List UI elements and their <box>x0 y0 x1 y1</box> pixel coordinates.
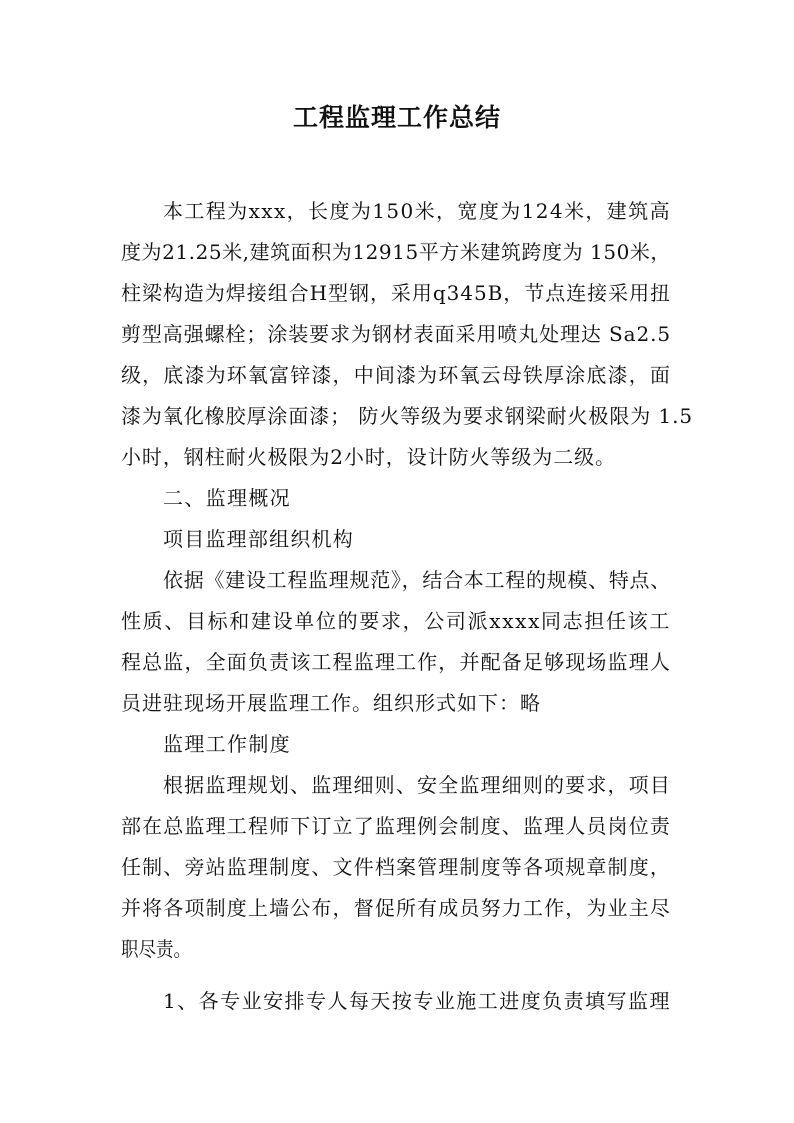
body-line <box>0 236 794 268</box>
body-line <box>0 892 794 924</box>
line-text: 度为21.25米,建筑面积为12915平方米建筑跨度为 150米， <box>121 240 671 264</box>
line-text: 1、各专业安排专人每天按专业施工进度负责填写监理 <box>163 989 671 1013</box>
line-text: 任制、旁站监理制度、文件档案管理制度等各项规章制度， <box>121 855 671 879</box>
body-line <box>0 646 794 678</box>
line-text: 职尽责。 <box>121 937 191 961</box>
body-line <box>0 769 794 801</box>
line-text: 二、监理概况 <box>163 486 291 510</box>
body-line <box>0 277 794 309</box>
body-line <box>0 687 794 719</box>
body-line <box>0 195 794 227</box>
body-line <box>0 851 794 883</box>
line-text: 监理工作制度 <box>163 732 291 756</box>
body-line <box>0 359 794 391</box>
line-text: 本工程为xxx，长度为150米，宽度为124米，建筑高 <box>163 199 671 223</box>
line-text: 柱梁构造为焊接组合H型钢，采用q345B，节点连接采用扭 <box>121 281 671 305</box>
line-text: 程总监，全面负责该工程监理工作，并配备足够现场监理人 <box>121 650 671 674</box>
line-text: 小时，钢柱耐火极限为2小时，设计防火等级为二级。 <box>121 445 616 469</box>
line-text: 漆为氧化橡胶厚涂面漆； 防火等级为要求钢梁耐火极限为 1.5 <box>121 404 693 428</box>
subsection-heading <box>0 728 794 760</box>
line-text: 级，底漆为环氧富锌漆，中间漆为环氧云母铁厚涂底漆，面 <box>121 363 671 387</box>
line-text: 根据监理规划、监理细则、安全监理细则的要求，项目 <box>163 773 671 797</box>
document-title: 工程监理工作总结 <box>292 103 501 132</box>
line-text: 部在总监理工程师下订立了监理例会制度、监理人员岗位责 <box>121 814 671 838</box>
body-line <box>0 564 794 596</box>
line-text: 并将各项制度上墙公布，督促所有成员努力工作，为业主尽 <box>121 896 671 920</box>
line-text: 项目监理部组织机构 <box>163 527 354 551</box>
body-line <box>0 318 794 350</box>
body-line <box>0 933 794 965</box>
body-line <box>0 441 794 473</box>
body-line <box>0 810 794 842</box>
line-text: 性质、目标和建设单位的要求，公司派xxxx同志担任该工 <box>121 609 671 633</box>
line-text: 员进驻现场开展监理工作。组织形式如下：略 <box>121 691 541 715</box>
line-text: 剪型高强螺栓；涂装要求为钢材表面采用喷丸处理达 Sa2.5 <box>121 322 671 346</box>
line-text: 依据《建设工程监理规范》，结合本工程的规模、特点、 <box>163 568 671 592</box>
section-heading <box>0 482 794 514</box>
subsection-heading <box>0 523 794 555</box>
body-line <box>0 605 794 637</box>
list-item <box>0 985 794 1017</box>
body-line <box>0 400 794 432</box>
